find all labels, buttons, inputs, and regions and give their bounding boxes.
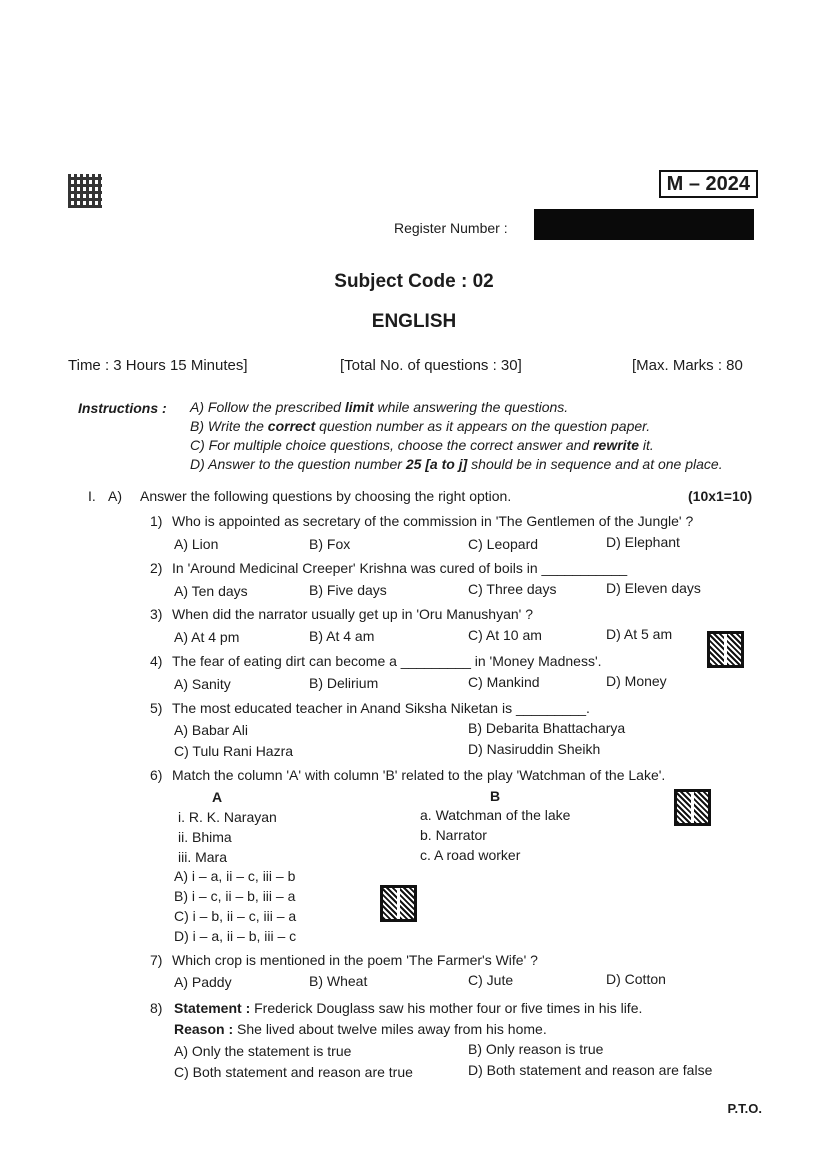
paper-code-box: M – 2024 (659, 170, 758, 198)
instruction-item: A) Follow the prescribed limit while answering the questions. (190, 399, 569, 415)
register-number-label: Register Number : (394, 220, 508, 236)
option: D) Elephant (606, 534, 680, 550)
qr-code-icon (380, 885, 417, 922)
question-text: In 'Around Medicinal Creeper' Krishna was cured of boils in ___________ (172, 560, 628, 576)
option: A) Sanity (174, 676, 231, 692)
datamatrix-code (68, 174, 102, 208)
option: A) Ten days (174, 583, 248, 599)
statement: Statement : Frederick Douglass saw his mother four or five times in his life. (174, 1000, 643, 1016)
option: B) Five days (309, 582, 387, 598)
instructions-label: Instructions : (78, 400, 167, 416)
option: D) Nasiruddin Sheikh (468, 741, 601, 757)
column-b-item: b. Narrator (420, 827, 487, 843)
register-number-redacted (534, 209, 754, 240)
section-number: I. (88, 488, 96, 504)
option: B) Only reason is true (468, 1041, 604, 1057)
option: A) Lion (174, 536, 219, 552)
question-number: 1) (150, 513, 163, 529)
total-questions: [Total No. of questions : 30] (340, 357, 522, 374)
option: B) Fox (309, 536, 351, 552)
option: C) i – b, ii – c, iii – a (174, 908, 297, 924)
column-a-item: ii. Bhima (178, 829, 232, 845)
instruction-item: D) Answer to the question number 25 [a to j] should be in sequence and at one place. (190, 456, 723, 472)
column-b-item: a. Watchman of the lake (420, 807, 571, 823)
option: C) Tulu Rani Hazra (174, 743, 294, 759)
question-number: 3) (150, 606, 163, 622)
column-b-heading: B (490, 788, 501, 804)
qr-code-icon (674, 789, 711, 826)
subject-title: ENGLISH (371, 311, 457, 332)
section-heading: Answer the following questions by choosing the right option. (140, 488, 512, 504)
option: C) At 10 am (468, 627, 542, 643)
question-text: The fear of eating dirt can become a _________ in 'Money Madness'. (172, 653, 602, 669)
option: B) Wheat (309, 973, 368, 989)
question-number: 8) (150, 1000, 163, 1016)
qr-code-icon (707, 631, 744, 668)
option: C) Three days (468, 581, 557, 597)
instruction-item: C) For multiple choice questions, choose the correct answer and rewrite it. (190, 437, 654, 453)
option: A) Only the statement is true (174, 1043, 352, 1059)
option: A) Babar Ali (174, 722, 248, 738)
section-part: A) (108, 488, 122, 504)
option: D) At 5 am (606, 626, 673, 642)
option: A) Paddy (174, 974, 232, 990)
option: A) At 4 pm (174, 629, 240, 645)
subject-code: Subject Code : 02 (334, 271, 494, 292)
option: C) Leopard (468, 536, 539, 552)
column-a-item: i. R. K. Narayan (178, 809, 277, 825)
question-text: Match the column 'A' with column 'B' related to the play 'Watchman of the Lake'. (172, 767, 666, 783)
question-number: 2) (150, 560, 163, 576)
section-marks: (10x1=10) (688, 488, 753, 504)
question-text: When did the narrator usually get up in 'Oru Manushyan' ? (172, 606, 533, 622)
option: B) Debarita Bhattacharya (468, 720, 626, 736)
column-a-heading: A (212, 789, 223, 805)
option: C) Jute (468, 972, 514, 988)
max-marks: [Max. Marks : 80 (632, 357, 743, 374)
option: B) i – c, ii – b, iii – a (174, 888, 296, 904)
option: A) i – a, ii – c, iii – b (174, 868, 296, 884)
option: B) Delirium (309, 675, 379, 691)
page-turn-over: P.T.O. (727, 1101, 762, 1116)
option: D) Both statement and reason are false (468, 1062, 713, 1078)
question-text: The most educated teacher in Anand Siksha Niketan is _________. (172, 700, 590, 716)
option: B) At 4 am (309, 628, 375, 644)
question-number: 7) (150, 952, 163, 968)
instruction-item: B) Write the correct question number as it appears on the question paper. (190, 418, 651, 434)
question-text: Who is appointed as secretary of the commission in 'The Gentlemen of the Jungle' ? (172, 513, 694, 529)
question-text: Which crop is mentioned in the poem 'The Farmer's Wife' ? (172, 952, 538, 968)
option: D) Eleven days (606, 580, 701, 596)
option: D) i – a, ii – b, iii – c (174, 928, 297, 944)
question-number: 4) (150, 653, 163, 669)
time-info: Time : 3 Hours 15 Minutes] (68, 357, 248, 374)
column-b-item: c. A road worker (420, 847, 521, 863)
option: C) Both statement and reason are true (174, 1064, 413, 1080)
option: D) Money (606, 673, 667, 689)
option: C) Mankind (468, 674, 540, 690)
question-number: 5) (150, 700, 163, 716)
reason: Reason : She lived about twelve miles away from his home. (174, 1021, 547, 1037)
option: D) Cotton (606, 971, 666, 987)
question-number: 6) (150, 767, 163, 783)
column-a-item: iii. Mara (178, 849, 228, 865)
